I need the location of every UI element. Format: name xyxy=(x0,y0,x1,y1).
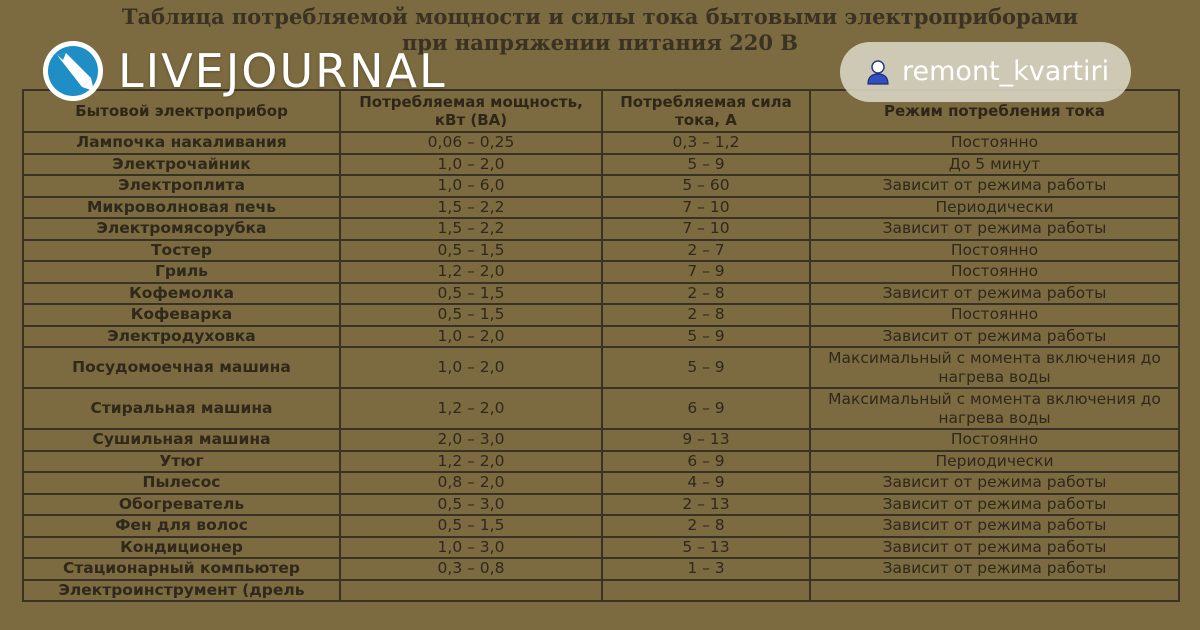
table-row xyxy=(23,218,1179,240)
device-cell: Кофеварка xyxy=(23,304,340,326)
table-row xyxy=(23,197,1179,219)
power-cell: 1,0 – 2,0 xyxy=(340,347,602,388)
mode-cell: Зависит от режима работы xyxy=(810,537,1179,559)
power-cell: 0,06 – 0,25 xyxy=(340,132,602,154)
column-header-current: Потребляемая сила тока, А xyxy=(602,90,810,132)
power-cell: 0,5 – 1,5 xyxy=(340,283,602,305)
table-row xyxy=(23,515,1179,537)
username-label: remont_kvartiri xyxy=(902,56,1110,87)
current-cell: 2 – 8 xyxy=(602,304,810,326)
device-cell: Лампочка накаливания xyxy=(23,132,340,154)
mode-cell: Максимальный с момента включения до нагрева воды xyxy=(810,388,1179,429)
power-cell: 0,3 – 0,8 xyxy=(340,558,602,580)
current-cell: 5 – 13 xyxy=(602,537,810,559)
table-title-line-2: при напряжении питания 220 В xyxy=(401,30,799,55)
mode-cell: Постоянно xyxy=(810,240,1179,262)
power-cell: 1,5 – 2,2 xyxy=(340,218,602,240)
column-header-device: Бытовой электроприбор xyxy=(23,90,340,132)
device-cell: Стиральная машина xyxy=(23,388,340,429)
power-cell: 1,0 – 6,0 xyxy=(340,175,602,197)
table-row xyxy=(23,472,1179,494)
table-row xyxy=(23,132,1179,154)
mode-cell: Зависит от режима работы xyxy=(810,283,1179,305)
current-cell: 5 – 9 xyxy=(602,154,810,176)
power-cell: 0,8 – 2,0 xyxy=(340,472,602,494)
power-cell: 0,5 – 3,0 xyxy=(340,494,602,516)
column-header-power: Потребляемая мощность, кВт (ВА) xyxy=(340,90,602,132)
current-cell: 1 – 3 xyxy=(602,558,810,580)
current-cell: 5 – 60 xyxy=(602,175,810,197)
user-icon xyxy=(864,58,892,86)
livejournal-wordmark: LIVEJOURNAL xyxy=(118,44,447,98)
mode-cell: Постоянно xyxy=(810,429,1179,451)
power-cell: 1,0 – 3,0 xyxy=(340,537,602,559)
power-cell: 1,5 – 2,2 xyxy=(340,197,602,219)
table-row xyxy=(23,304,1179,326)
table-row xyxy=(23,580,1179,602)
table-row xyxy=(23,175,1179,197)
device-cell: Фен для волос xyxy=(23,515,340,537)
power-cell: 1,2 – 2,0 xyxy=(340,261,602,283)
current-cell: 7 – 10 xyxy=(602,197,810,219)
current-cell: 2 – 7 xyxy=(602,240,810,262)
table-row xyxy=(23,347,1179,388)
table-row xyxy=(23,388,1179,429)
current-cell: 2 – 8 xyxy=(602,515,810,537)
mode-cell: Периодически xyxy=(810,451,1179,473)
table-row xyxy=(23,283,1179,305)
current-cell: 2 – 13 xyxy=(602,494,810,516)
power-cell: 0,5 – 1,5 xyxy=(340,515,602,537)
table-row xyxy=(23,558,1179,580)
table-title-line-1: Таблица потребляемой мощности и силы тока бытовыми электроприборами xyxy=(121,4,1079,29)
column-header-mode: Режим потребления тока xyxy=(810,90,1179,132)
table-row xyxy=(23,451,1179,473)
device-cell: Обогреватель xyxy=(23,494,340,516)
device-cell: Электроинструмент (дрель xyxy=(23,580,340,602)
mode-cell: Зависит от режима работы xyxy=(810,515,1179,537)
mode-cell: Зависит от режима работы xyxy=(810,494,1179,516)
device-cell: Тостер xyxy=(23,240,340,262)
livejournal-pencil-icon xyxy=(42,40,104,102)
mode-cell: Зависит от режима работы xyxy=(810,558,1179,580)
mode-cell: Зависит от режима работы xyxy=(810,472,1179,494)
device-cell: Утюг xyxy=(23,451,340,473)
mode-cell: Максимальный с момента включения до нагрева воды xyxy=(810,347,1179,388)
device-cell: Сушильная машина xyxy=(23,429,340,451)
user-badge[interactable] xyxy=(840,42,1131,102)
power-cell: 0,5 – 1,5 xyxy=(340,240,602,262)
device-cell: Электроплита xyxy=(23,175,340,197)
table-row xyxy=(23,537,1179,559)
device-cell: Кондиционер xyxy=(23,537,340,559)
current-cell: 0,3 – 1,2 xyxy=(602,132,810,154)
current-cell: 9 – 13 xyxy=(602,429,810,451)
current-cell: 7 – 10 xyxy=(602,218,810,240)
current-cell: 5 – 9 xyxy=(602,347,810,388)
livejournal-brand[interactable] xyxy=(42,40,447,102)
device-cell: Стационарный компьютер xyxy=(23,558,340,580)
current-cell: 5 – 9 xyxy=(602,326,810,348)
table-row xyxy=(23,494,1179,516)
table-row xyxy=(23,326,1179,348)
power-cell: 1,2 – 2,0 xyxy=(340,388,602,429)
device-cell: Гриль xyxy=(23,261,340,283)
table-row xyxy=(23,261,1179,283)
power-cell: 0,5 – 1,5 xyxy=(340,304,602,326)
current-cell: 7 – 9 xyxy=(602,261,810,283)
power-cell: 1,0 – 2,0 xyxy=(340,326,602,348)
power-cell: 1,0 – 2,0 xyxy=(340,154,602,176)
table-row xyxy=(23,240,1179,262)
mode-cell xyxy=(810,580,1179,602)
device-cell: Микроволновая печь xyxy=(23,197,340,219)
device-cell: Электрочайник xyxy=(23,154,340,176)
device-cell: Кофемолка xyxy=(23,283,340,305)
mode-cell: Постоянно xyxy=(810,132,1179,154)
current-cell: 6 – 9 xyxy=(602,388,810,429)
mode-cell: Зависит от режима работы xyxy=(810,218,1179,240)
mode-cell: Периодически xyxy=(810,197,1179,219)
mode-cell: Постоянно xyxy=(810,304,1179,326)
mode-cell: Постоянно xyxy=(810,261,1179,283)
current-cell: 2 – 8 xyxy=(602,283,810,305)
power-consumption-table xyxy=(22,89,1180,602)
table-row xyxy=(23,429,1179,451)
device-cell: Пылесос xyxy=(23,472,340,494)
power-cell: 2,0 – 3,0 xyxy=(340,429,602,451)
device-cell: Посудомоечная машина xyxy=(23,347,340,388)
mode-cell: Зависит от режима работы xyxy=(810,326,1179,348)
power-cell xyxy=(340,580,602,602)
mode-cell: До 5 минут xyxy=(810,154,1179,176)
device-cell: Электродуховка xyxy=(23,326,340,348)
current-cell: 6 – 9 xyxy=(602,451,810,473)
device-cell: Электромясорубка xyxy=(23,218,340,240)
current-cell xyxy=(602,580,810,602)
table-row xyxy=(23,154,1179,176)
power-cell: 1,2 – 2,0 xyxy=(340,451,602,473)
current-cell: 4 – 9 xyxy=(602,472,810,494)
mode-cell: Зависит от режима работы xyxy=(810,175,1179,197)
